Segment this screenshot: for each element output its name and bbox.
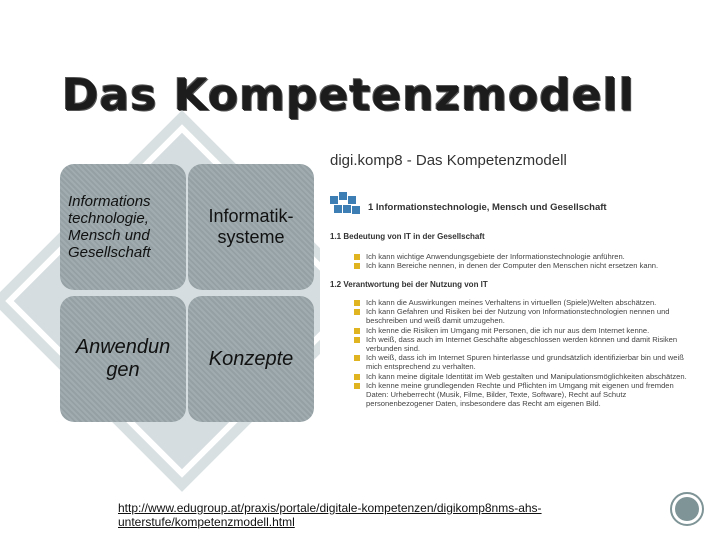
list-item-text: Ich kann Gefahren und Risiken bei der Nutzung von Informationstechnologien nennen und beschreiben und weiß damit umzugehen. [366,307,670,326]
list-item [354,252,694,261]
list-item [354,298,694,307]
list-item [354,353,694,371]
list-item-text: Ich kann meine digitale Identität im Web gestalten und Manipulationsmöglichkeiten abschätzen. [366,371,687,381]
quadrant-label: Anwendun gen [75,336,171,381]
source-link[interactable]: http://www.edugroup.at/praxis/portale/digitale-kompetenzen/digikomp8nms-ahs-unterstufe/kompetenzmodell.html [118,501,542,529]
list-item [354,372,694,381]
quadrant-label: Informations technologie, Mensch und Gesellschaft [68,193,151,261]
competence-excerpt-panel [320,148,696,444]
quadrant-anwendungen[interactable] [60,296,186,422]
circle-icon [675,497,699,521]
bullet-icon [354,383,360,389]
quadrant-label: Konzepte [208,347,294,370]
list-item [354,261,694,270]
next-slide-button[interactable] [670,492,704,526]
diamond-background [0,110,373,492]
list-item-text: Ich weiß, dass ich im Internet Spuren hinterlasse und grundsätzlich identifizierbar bin und weiß mich entsprechend zu verhalten. [366,353,684,372]
bullet-icon [354,254,360,260]
quadrant-label: Informatik-systeme [208,206,294,247]
list-item-text: Ich weiß, dass auch im Internet Geschäfte abgeschlossen werden können und damit Risiken verbunden sind. [366,334,678,354]
competence-list [354,298,694,408]
list-item-text: Ich kann die Auswirkungen meines Verhaltens in virtuellen (Spiele)Welten abschätzen. [366,298,657,307]
bullet-icon [354,374,360,380]
section-heading: 1 Informationstechnologie, Mensch und Gesellschaft [368,202,607,213]
list-item [354,326,694,335]
competence-list [354,252,694,270]
panel-title: digi.komp8 - Das Kompetenzmodell [330,152,567,169]
list-item-text: Ich kann wichtige Anwendungsgebiete der Informationstechnologie anführen. [366,252,625,261]
bullet-icon [354,309,360,315]
bullet-icon [354,328,360,334]
list-item [354,307,694,325]
list-item-text: Ich kann Bereiche nennen, in denen der Computer den Menschen nicht ersetzen kann. [366,261,659,271]
bullet-icon [354,263,360,269]
bullet-icon [354,355,360,361]
list-item-text: Ich kenne die Risiken im Umgang mit Personen, die ich nur aus dem Internet kenne. [366,325,650,335]
puzzle-logo-icon [330,192,360,218]
subsection-heading: 1.2 Verantwortung bei der Nutzung von IT [330,280,488,289]
bullet-icon [354,337,360,343]
subsection-heading: 1.1 Bedeutung von IT in der Gesellschaft [330,232,485,241]
page-title: Das Kompetenzmodell [62,70,635,121]
bullet-icon [354,300,360,306]
list-item [354,335,694,353]
list-item-text: Ich kenne meine grundlegenden Rechte und Pflichten im Umgang mit eigenen und fremden Daten: Urheberrecht (Musik, Filme, Bilder, Texte, Software), Recht auf Schutz personenbezogener Daten, insbesondere das Recht am eigenen Bild. [366,380,674,409]
quadrant-informatiksysteme[interactable] [188,164,314,290]
quadrant-informationstechnologie[interactable] [60,164,186,290]
quadrant-konzepte[interactable] [188,296,314,422]
list-item [354,381,694,409]
